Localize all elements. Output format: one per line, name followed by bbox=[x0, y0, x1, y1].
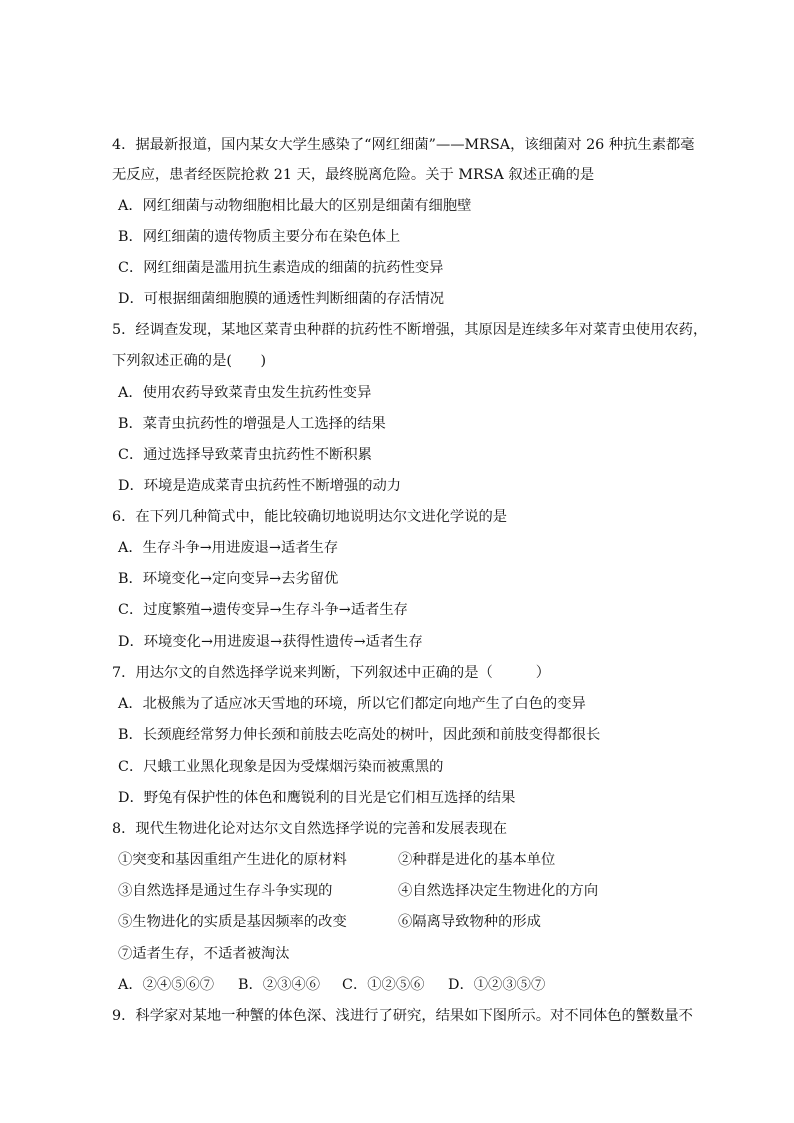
question-7-stem: 7．用达尔文的自然选择学说来判断，下列叙述中正确的是（ ） bbox=[112, 665, 550, 681]
question-7-option-b: B．长颈鹿经常努力伸长颈和前肢去吃高处的树叶，因此颈和前肢变得都很长 bbox=[118, 727, 601, 743]
question-4-stem-line-1: 4．据最新报道，国内某女大学生感染了“网红细菌”——MRSA，该细菌对 26 种抗生素都毫 bbox=[112, 137, 695, 153]
question-8-item-1: ①突变和基因重组产生进化的原材料 bbox=[118, 852, 347, 868]
question-6-option-a: A．生存斗争→用进废退→适者生存 bbox=[118, 540, 339, 556]
question-8-option-b: B．②③④⑥ bbox=[238, 977, 320, 993]
question-8-stem: 8．现代生物进化论对达尔文自然选择学说的完善和发展表现在 bbox=[112, 821, 508, 837]
question-5-stem-line-1: 5．经调查发现，某地区菜青虫种群的抗药性不断增强，其原因是连续多年对菜青虫使用农药， bbox=[112, 322, 708, 338]
question-4-stem-line-2: 无反应，患者经医院抢救 21 天，最终脱离危险。关于 MRSA 叙述正确的是 bbox=[112, 167, 595, 183]
question-7-option-a: A．北极熊为了适应冰天雪地的环境，所以它们都定向地产生了白色的变异 bbox=[118, 696, 586, 712]
question-8-item-6: ⑥隔离导致物种的形成 bbox=[398, 914, 541, 930]
question-4-option-d: D．可根据细菌细胞膜的通透性判断细菌的存活情况 bbox=[118, 291, 444, 307]
question-6-option-d: D．环境变化→用进废退→获得性遗传→适者生存 bbox=[118, 634, 423, 650]
question-5-option-b: B．菜青虫抗药性的增强是人工选择的结果 bbox=[118, 416, 386, 432]
question-8-item-7: ⑦适者生存，不适者被淘汰 bbox=[118, 946, 290, 962]
question-5-option-d: D．环境是造成菜青虫抗药性不断增强的动力 bbox=[118, 478, 402, 494]
question-8-item-2: ②种群是进化的基本单位 bbox=[398, 852, 556, 868]
question-6-option-b: B．环境变化→定向变异→去劣留优 bbox=[118, 571, 339, 587]
question-9-stem: 9．科学家对某地一种蟹的体色深、浅进行了研究，结果如下图所示。对不同体色的蟹数量不 bbox=[112, 1008, 693, 1024]
question-5-option-a: A．使用农药导致菜青虫发生抗药性变异 bbox=[118, 385, 372, 401]
question-8-option-a: A．②④⑤⑥⑦ bbox=[118, 977, 215, 993]
question-7-option-c: C．尺蛾工业黑化现象是因为受煤烟污染而被熏黑的 bbox=[118, 759, 444, 775]
question-4-option-a: A．网红细菌与动物细胞相比最大的区别是细菌有细胞壁 bbox=[118, 198, 472, 214]
question-8-item-5: ⑤生物进化的实质是基因频率的改变 bbox=[118, 914, 347, 930]
question-6-stem: 6．在下列几种简式中，能比较确切地说明达尔文进化学说的是 bbox=[112, 509, 508, 525]
question-8-item-3: ③自然选择是通过生存斗争实现的 bbox=[118, 883, 333, 899]
question-8-item-4: ④自然选择决定生物进化的方向 bbox=[398, 883, 599, 899]
question-8-option-c: C．①②⑤⑥ bbox=[342, 977, 425, 993]
question-8-option-d: D．①②③⑤⑦ bbox=[448, 977, 546, 993]
question-4-option-c: C．网红细菌是滥用抗生素造成的细菌的抗药性变异 bbox=[118, 260, 444, 276]
question-5-option-c: C．通过选择导致菜青虫抗药性不断积累 bbox=[118, 447, 372, 463]
question-7-option-d: D．野兔有保护性的体色和鹰锐利的目光是它们相互选择的结果 bbox=[118, 790, 516, 806]
question-4-option-b: B．网红细菌的遗传物质主要分布在染色体上 bbox=[118, 229, 401, 245]
question-5-stem-line-2: 下列叙述正确的是( ) bbox=[112, 353, 267, 369]
question-6-option-c: C．过度繁殖→遗传变异→生存斗争→适者生存 bbox=[118, 602, 408, 618]
